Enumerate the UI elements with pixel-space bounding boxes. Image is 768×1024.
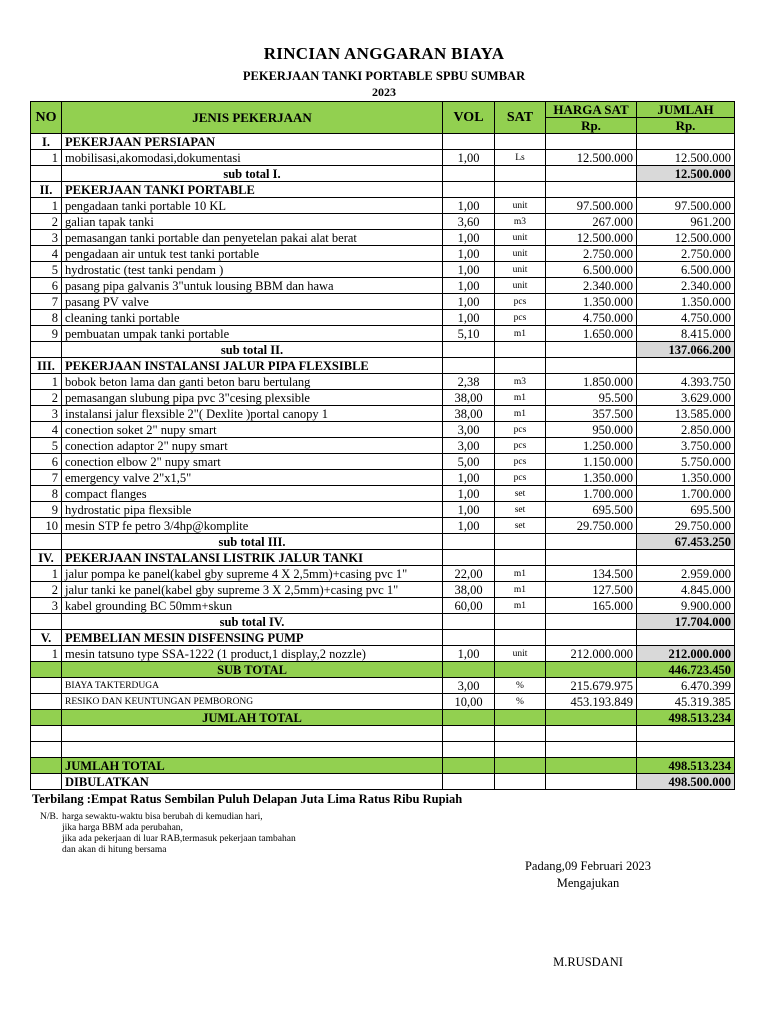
takterduga-label: BIAYA TAKTERDUGA	[62, 678, 443, 694]
table-row	[31, 390, 735, 406]
takterduga-jumlah: 6.470.399	[637, 678, 735, 694]
item-amount: 2.340.000	[637, 278, 735, 294]
table-row	[31, 294, 735, 310]
item-unit-price: 97.500.000	[546, 198, 637, 214]
item-unit-price: 695.500	[546, 502, 637, 518]
item-unit-price: 12.500.000	[546, 230, 637, 246]
item-unit: unit	[495, 262, 546, 278]
item-number: 9	[31, 326, 62, 342]
table-row	[31, 502, 735, 518]
submitted-label: Mengajukan	[556, 876, 620, 890]
section-number: IV.	[31, 550, 62, 566]
resiko-jumlah: 45.319.385	[637, 694, 735, 710]
item-unit-price: 1.350.000	[546, 470, 637, 486]
col-header-jumlah-unit: Rp.	[637, 118, 735, 134]
item-unit: pcs	[495, 422, 546, 438]
item-amount: 3.750.000	[637, 438, 735, 454]
table-row	[31, 326, 735, 342]
table-row	[31, 486, 735, 502]
item-amount: 961.200	[637, 214, 735, 230]
item-amount: 1.350.000	[637, 470, 735, 486]
item-description: conection adaptor 2" nupy smart	[62, 438, 443, 454]
item-volume: 1,00	[443, 294, 495, 310]
item-number: 3	[31, 230, 62, 246]
document-subtitle: PEKERJAAN TANKI PORTABLE SPBU SUMBAR	[242, 69, 526, 83]
item-amount: 4.750.000	[637, 310, 735, 326]
item-description: pengadaan tanki portable 10 KL	[62, 198, 443, 214]
resiko-harga: 453.193.849	[546, 694, 637, 710]
item-unit: unit	[495, 198, 546, 214]
item-number: 4	[31, 246, 62, 262]
final-total-label: JUMLAH TOTAL	[62, 758, 443, 774]
item-unit-price: 950.000	[546, 422, 637, 438]
item-volume: 1,00	[443, 470, 495, 486]
item-description: hydrostatic pipa flexsible	[62, 502, 443, 518]
table-row	[31, 518, 735, 534]
table-row	[31, 198, 735, 214]
takterduga-row	[31, 678, 735, 694]
document-year: 2023	[372, 85, 396, 99]
table-row	[31, 454, 735, 470]
item-amount: 12.500.000	[637, 230, 735, 246]
notes-list	[62, 812, 296, 856]
item-amount: 5.750.000	[637, 454, 735, 470]
item-number: 1	[31, 374, 62, 390]
terbilang-text: Terbilang :Empat Ratus Sembilan Puluh Delapan Juta Lima Ratus Ribu Rupiah	[32, 792, 463, 806]
item-volume: 3,00	[443, 438, 495, 454]
item-volume: 5,10	[443, 326, 495, 342]
resiko-label: RESIKO DAN KEUNTUNGAN PEMBORONG	[62, 694, 443, 710]
item-volume: 22,00	[443, 566, 495, 582]
item-description: bobok beton lama dan ganti beton baru bertulang	[62, 374, 443, 390]
item-unit-price: 4.750.000	[546, 310, 637, 326]
item-volume: 38,00	[443, 406, 495, 422]
subtotal-label: sub total III.	[62, 534, 443, 550]
item-number: 1	[31, 566, 62, 582]
item-amount: 2.959.000	[637, 566, 735, 582]
item-unit-price: 2.750.000	[546, 246, 637, 262]
item-amount: 2.850.000	[637, 422, 735, 438]
section-title: PEKERJAAN INSTALANSI LISTRIK JALUR TANKI	[62, 550, 443, 566]
sub-total-value: 446.723.450	[637, 662, 735, 678]
item-unit: m1	[495, 582, 546, 598]
item-volume: 1,00	[443, 502, 495, 518]
item-unit: pcs	[495, 438, 546, 454]
item-number: 3	[31, 598, 62, 614]
item-amount: 13.585.000	[637, 406, 735, 422]
dibulatkan-value: 498.500.000	[637, 774, 735, 790]
item-unit-price: 1.350.000	[546, 294, 637, 310]
item-description: hydrostatic (test tanki pendam )	[62, 262, 443, 278]
item-amount: 2.750.000	[637, 246, 735, 262]
section-number: V.	[31, 630, 62, 646]
item-volume: 1,00	[443, 646, 495, 662]
table-row	[31, 150, 735, 166]
item-amount: 12.500.000	[637, 150, 735, 166]
item-description: kabel grounding BC 50mm+skun	[62, 598, 443, 614]
item-unit: unit	[495, 646, 546, 662]
item-unit: pcs	[495, 454, 546, 470]
item-volume: 1,00	[443, 310, 495, 326]
section-title: PEKERJAAN INSTALANSI JALUR PIPA FLEXSIBLE	[62, 358, 443, 374]
item-volume: 3,00	[443, 422, 495, 438]
section-number: I.	[31, 134, 62, 150]
subtotal-value: 137.066.200	[637, 342, 735, 358]
subtotal-row	[31, 534, 735, 550]
item-unit-price: 95.500	[546, 390, 637, 406]
dibulatkan-label: DIBULATKAN	[62, 774, 443, 790]
item-volume: 1,00	[443, 198, 495, 214]
item-number: 3	[31, 406, 62, 422]
item-unit-price: 134.500	[546, 566, 637, 582]
item-amount: 4.845.000	[637, 582, 735, 598]
resiko-row	[31, 694, 735, 710]
table-row	[31, 310, 735, 326]
item-unit: set	[495, 518, 546, 534]
item-amount: 1.350.000	[637, 294, 735, 310]
item-volume: 1,00	[443, 246, 495, 262]
item-description: galian tapak tanki	[62, 214, 443, 230]
notes-label: N/B.	[40, 812, 59, 822]
item-unit-price: 29.750.000	[546, 518, 637, 534]
item-description: pasang PV valve	[62, 294, 443, 310]
col-header-jumlah: JUMLAH	[637, 102, 735, 118]
item-volume: 1,00	[443, 518, 495, 534]
item-description: instalansi jalur flexsible 2"( Dexlite )portal canopy 1	[62, 406, 443, 422]
col-header-jenis: JENIS PEKERJAAN	[62, 102, 443, 134]
budget-table	[30, 101, 735, 790]
item-unit-price: 1.250.000	[546, 438, 637, 454]
item-unit: m3	[495, 374, 546, 390]
item-unit-price: 6.500.000	[546, 262, 637, 278]
item-description: mesin tatsuno type SSA-1222 (1 product,1 display,2 nozzle)	[62, 646, 443, 662]
subtotal-row	[31, 166, 735, 182]
jumlah-total-value: 498.513.234	[637, 710, 735, 726]
dibulatkan-row	[31, 774, 735, 790]
item-unit-price: 1.850.000	[546, 374, 637, 390]
item-unit: set	[495, 502, 546, 518]
table-row	[31, 230, 735, 246]
section-number: III.	[31, 358, 62, 374]
table-row	[31, 278, 735, 294]
item-unit: set	[495, 486, 546, 502]
table-row	[31, 406, 735, 422]
col-header-sat: SAT	[495, 102, 546, 134]
item-number: 5	[31, 262, 62, 278]
subtotal-value: 17.704.000	[637, 614, 735, 630]
item-volume: 1,00	[443, 486, 495, 502]
item-volume: 60,00	[443, 598, 495, 614]
item-unit-price: 1.150.000	[546, 454, 637, 470]
section-header-row	[31, 134, 735, 150]
document-title: RINCIAN ANGGARAN BIAYA	[263, 44, 505, 63]
resiko-vol: 10,00	[443, 694, 495, 710]
item-volume: 2,38	[443, 374, 495, 390]
item-volume: 5,00	[443, 454, 495, 470]
signer-name: M.RUSDANI	[553, 955, 623, 969]
item-amount: 9.900.000	[637, 598, 735, 614]
item-number: 1	[31, 198, 62, 214]
item-volume: 1,00	[443, 150, 495, 166]
section-title: PEKERJAAN PERSIAPAN	[62, 134, 443, 150]
table-row	[31, 214, 735, 230]
col-header-harga-unit: Rp.	[546, 118, 637, 134]
item-number: 9	[31, 502, 62, 518]
item-number: 8	[31, 486, 62, 502]
item-unit-price: 127.500	[546, 582, 637, 598]
jumlah-total-label: JUMLAH TOTAL	[62, 710, 443, 726]
item-unit-price: 12.500.000	[546, 150, 637, 166]
item-volume: 1,00	[443, 230, 495, 246]
col-header-harga: HARGA SAT	[546, 102, 637, 118]
item-unit: m1	[495, 326, 546, 342]
item-unit-price: 267.000	[546, 214, 637, 230]
item-amount: 1.700.000	[637, 486, 735, 502]
place-date: Padang,09 Februari 2023	[524, 859, 652, 873]
item-amount: 29.750.000	[637, 518, 735, 534]
table-row	[31, 422, 735, 438]
item-number: 5	[31, 438, 62, 454]
item-amount: 212.000.000	[637, 646, 735, 662]
item-number: 10	[31, 518, 62, 534]
sub-total-row	[31, 662, 735, 678]
final-total-value: 498.513.234	[637, 758, 735, 774]
table-body	[31, 134, 735, 790]
final-total-row	[31, 758, 735, 774]
jumlah-total-row	[31, 710, 735, 726]
item-amount: 3.629.000	[637, 390, 735, 406]
item-unit-price: 1.700.000	[546, 486, 637, 502]
item-amount: 97.500.000	[637, 198, 735, 214]
item-volume: 38,00	[443, 390, 495, 406]
section-number: II.	[31, 182, 62, 198]
item-unit-price: 212.000.000	[546, 646, 637, 662]
section-header-row	[31, 550, 735, 566]
item-description: cleaning tanki portable	[62, 310, 443, 326]
table-row	[31, 646, 735, 662]
item-unit: m1	[495, 406, 546, 422]
item-number: 1	[31, 646, 62, 662]
item-description: pemasangan tanki portable dan penyetelan pakai alat berat	[62, 230, 443, 246]
blank-row	[31, 726, 735, 742]
section-header-row	[31, 630, 735, 646]
item-description: jalur tanki ke panel(kabel gby supreme 3 X 2,5mm)+casing pvc 1"	[62, 582, 443, 598]
section-header-row	[31, 182, 735, 198]
item-volume: 1,00	[443, 278, 495, 294]
item-description: pemasangan slubung pipa pvc 3"cesing plexsible	[62, 390, 443, 406]
item-volume: 38,00	[443, 582, 495, 598]
item-description: conection soket 2" nupy smart	[62, 422, 443, 438]
col-header-vol: VOL	[443, 102, 495, 134]
item-unit: pcs	[495, 294, 546, 310]
resiko-sat: %	[495, 694, 546, 710]
item-unit: m3	[495, 214, 546, 230]
table-row	[31, 598, 735, 614]
item-number: 6	[31, 454, 62, 470]
item-number: 4	[31, 422, 62, 438]
subtotal-label: sub total II.	[62, 342, 443, 358]
item-number: 7	[31, 294, 62, 310]
subtotal-label: sub total IV.	[62, 614, 443, 630]
section-title: PEMBELIAN MESIN DISFENSING PUMP	[62, 630, 443, 646]
item-description: emergency valve 2"x1,5"	[62, 470, 443, 486]
item-unit: Ls	[495, 150, 546, 166]
item-number: 2	[31, 390, 62, 406]
item-number: 2	[31, 582, 62, 598]
item-description: pembuatan umpak tanki portable	[62, 326, 443, 342]
item-unit-price: 165.000	[546, 598, 637, 614]
blank-row	[31, 742, 735, 758]
item-unit-price: 2.340.000	[546, 278, 637, 294]
item-description: compact flanges	[62, 486, 443, 502]
item-unit: unit	[495, 246, 546, 262]
item-unit: unit	[495, 230, 546, 246]
item-description: mobilisasi,akomodasi,dokumentasi	[62, 150, 443, 166]
item-amount: 8.415.000	[637, 326, 735, 342]
subtotal-row	[31, 614, 735, 630]
table-row	[31, 262, 735, 278]
item-unit: unit	[495, 278, 546, 294]
item-number: 6	[31, 278, 62, 294]
table-header-row	[31, 102, 735, 118]
sub-total-label: SUB TOTAL	[62, 662, 443, 678]
item-unit: m1	[495, 566, 546, 582]
takterduga-harga: 215.679.975	[546, 678, 637, 694]
item-unit: m1	[495, 598, 546, 614]
item-number: 7	[31, 470, 62, 486]
item-description: mesin STP fe petro 3/4hp@komplite	[62, 518, 443, 534]
subtotal-value: 12.500.000	[637, 166, 735, 182]
item-volume: 1,00	[443, 262, 495, 278]
table-row	[31, 246, 735, 262]
note-line: harga sewaktu-waktu bisa berubah di kemudian hari,	[62, 812, 263, 822]
item-unit: pcs	[495, 470, 546, 486]
table-row	[31, 438, 735, 454]
item-description: conection elbow 2" nupy smart	[62, 454, 443, 470]
item-number: 2	[31, 214, 62, 230]
section-header-row	[31, 358, 735, 374]
subtotal-label: sub total I.	[62, 166, 443, 182]
item-description: pasang pipa galvanis 3"untuk lousing BBM dan hawa	[62, 278, 443, 294]
table-row	[31, 470, 735, 486]
item-description: jalur pompa ke panel(kabel gby supreme 4 X 2,5mm)+casing pvc 1"	[62, 566, 443, 582]
item-volume: 3,60	[443, 214, 495, 230]
takterduga-sat: %	[495, 678, 546, 694]
item-unit: m1	[495, 390, 546, 406]
item-unit: pcs	[495, 310, 546, 326]
table-row	[31, 374, 735, 390]
item-unit-price: 357.500	[546, 406, 637, 422]
table-row	[31, 566, 735, 582]
takterduga-vol: 3,00	[443, 678, 495, 694]
item-number: 1	[31, 150, 62, 166]
item-description: pengadaan air untuk test tanki portable	[62, 246, 443, 262]
note-line: dan akan di hitung bersama	[62, 845, 167, 855]
section-title: PEKERJAAN TANKI PORTABLE	[62, 182, 443, 198]
col-header-no: NO	[31, 102, 62, 134]
subtotal-value: 67.453.250	[637, 534, 735, 550]
note-line: jika ada pekerjaan di luar RAB,termasuk pekerjaan tambahan	[62, 834, 296, 844]
item-amount: 4.393.750	[637, 374, 735, 390]
item-amount: 6.500.000	[637, 262, 735, 278]
item-amount: 695.500	[637, 502, 735, 518]
note-line: jika harga BBM ada perubahan,	[62, 823, 183, 833]
table-row	[31, 582, 735, 598]
item-unit-price: 1.650.000	[546, 326, 637, 342]
subtotal-row	[31, 342, 735, 358]
item-number: 8	[31, 310, 62, 326]
